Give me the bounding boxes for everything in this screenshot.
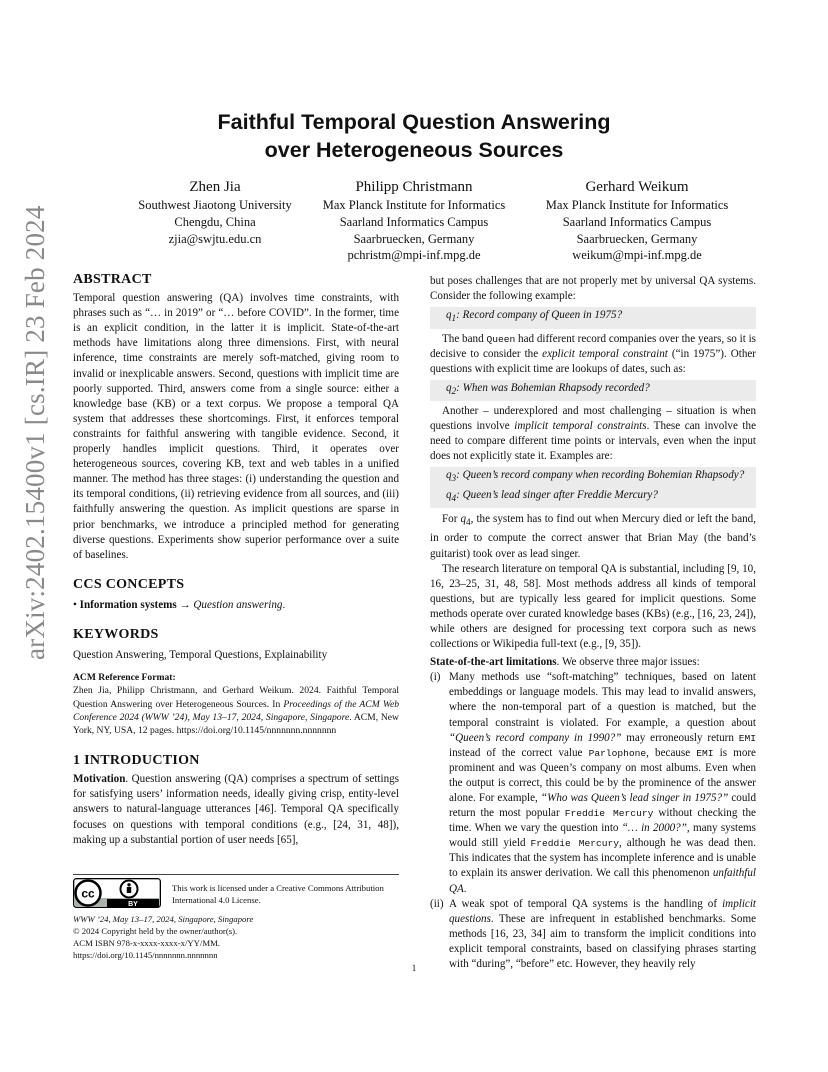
question-q2: $q_2$: When was Bohemian Rhapsody recorded? <box>430 380 756 401</box>
copyright-line: © 2024 Copyright held by the owner/author(s). <box>73 926 238 936</box>
limitation-item-i: (i) Many methods use “soft-matching” techniques, based on latent embeddings or language models. This may lead to invalid answers, where the non-temporal part of a question is matched, but the temporal constraint is violated. For example, a question about “Queen’s record company in 1990?” may erroneously return EMI instead of the correct value Parlophone, because EMI is more prominent and was Queen’s company on most albums. Even when the output is correct, this could be by the prominence of the answer alone. For example, “Who was Queen’s lead singer in 1975?” could return the most popular Freddie Mercury without checking the time. When we vary the question into “… in 2000?”, many systems would still yield Freddie Mercury, although he was dead then. This indicates that the system has incomplete inference and is unable to explain its answer derivation. We call this phenomenon unfaithful QA. <box>430 671 757 895</box>
author-affiliation: Southwest Jiaotong University <box>138 198 292 212</box>
creative-commons-by-icon <box>73 878 161 908</box>
title-line-1: Faithful Temporal Question Answering <box>217 110 611 134</box>
author-location: Chengdu, China <box>174 214 256 229</box>
acm-reference-body: Zhen Jia, Philipp Christmann, and Gerhard Weikum. 2024. Faithful Temporal Question Answering over Heterogeneous Sources. In Proceedings of the ACM Web Conference 2024 (WWW ’24), May 13–17, 2024, Singapore, Singapore. ACM, New York, NY, USA, 12 pages. https://doi.org/10.1145/nnnnnnn.nnnnnnn <box>73 685 399 736</box>
author-name: Philipp Christmann <box>355 179 473 195</box>
ccs-subcategory: Question answering <box>193 598 283 611</box>
question-q3-q4 <box>430 467 756 508</box>
arxiv-identifier: arXiv:2402.15400v1 [cs.IR] 23 Feb 2024 <box>20 205 50 660</box>
isbn-line: ACM ISBN 978-x-xxxx-xxxx-x/YY/MM. <box>73 938 220 948</box>
ccs-heading: CCS CONCEPTS <box>73 576 185 592</box>
author-email: zjia@swjtu.edu.cn <box>168 231 262 246</box>
license-notice: This work is licensed under a Creative Commons Attribution International 4.0 License. <box>172 883 384 905</box>
venue-line: WWW ’24, May 13–17, 2024, Singapore, Singapore <box>73 914 254 924</box>
q4-explanation-paragraph: For $q_4$, the system has to find out when Mercury died or left the band, in order to compute the correct answer that Brian May (the band’s guitarist) took over as lead singer. <box>430 513 756 560</box>
author-email: pchristm@mpi-inf.mpg.de <box>347 248 481 263</box>
ccs-bullet: • <box>73 598 80 611</box>
ccs-arrow: → <box>176 598 194 611</box>
acm-reference-heading: ACM Reference Format: <box>73 672 176 684</box>
author-block-3 <box>517 178 757 264</box>
left-column <box>73 272 399 848</box>
by-icon-label: BY <box>128 901 138 908</box>
paper-title <box>0 108 828 164</box>
author-location: Saarbruecken, Germany <box>576 231 698 246</box>
author-affiliation: Max Planck Institute for Informatics <box>545 198 729 212</box>
limitation-item-ii: (ii) A weak spot of temporal QA systems is the handling of implicit questions. These are infrequent in established benchmarks. Some methods [16, 23, 34] aim to transform the implicit conditions into explicit temporal constraints, based on classifying phrases starting with “during”, “before” etc. However, they heavily rely <box>430 897 756 971</box>
motivation-lead: Motivation <box>73 773 126 786</box>
keywords-heading: KEYWORDS <box>73 626 159 642</box>
author-campus: Saarland Informatics Campus <box>339 214 489 229</box>
intro-continuation: but poses challenges that are not properly met by universal QA systems. Consider the following example: <box>430 275 756 303</box>
author-affiliation: Max Planck Institute for Informatics <box>322 198 506 212</box>
keywords-body: Question Answering, Temporal Questions, Explainability <box>73 649 328 662</box>
author-block-2 <box>294 178 534 264</box>
question-q1: $q_1$: Record company of Queen in 1975? <box>430 307 756 328</box>
question-q3: $q_3$: Queen’s record company when recording Bohemian Rhapsody? <box>446 469 745 485</box>
related-work-paragraph: The research literature on temporal QA is substantial, including [9, 10, 16, 23–25, 31, 48, 58]. Most methods address all kinds of temporal questions, but are typically less geared for implicit questions. Some methods operate over curated knowledge bases (KBs) (e.g., [16, 23, 24]), while others are designed for processing text corpora such as news collections or Wikipedia full-text (e.g., [9, 35]). <box>430 562 756 651</box>
cc-icon-label: cc <box>81 886 95 901</box>
ccs-category: Information systems <box>79 598 177 611</box>
author-email: weikum@mpi-inf.mpg.de <box>572 248 702 263</box>
sota-lead: State-of-the-art limitations <box>430 656 557 669</box>
introduction-body: Motivation. Question answering (QA) comprises a spectrum of settings for satisfying users’ information needs, ideally giving crisp, entity-level answers to natural-language utterances [46]. Temporal QA specifically focuses on questions with temporal conditions (e.g., [24, 31, 48]), making up a substantial portion of user needs [65], <box>73 773 399 846</box>
author-campus: Saarland Informatics Campus <box>562 214 712 229</box>
right-column <box>430 274 756 972</box>
author-location: Saarbruecken, Germany <box>353 231 475 246</box>
queen-record-paragraph: The band Queen had different record companies over the years, so it is decisive to consider the explicit temporal constraint (“in 1975”). Other questions with explicit time are lookups of dates, such as: <box>430 332 756 375</box>
abstract-body: Temporal question answering (QA) involves time constraints, with phrases such as “… in 2019” or “… before COVID”. In the former, time is an explicit condition, in the latter it is implicit. State-of-the-art methods have limitations along three dimensions. First, with neural inference, time constraints are merely soft-matched, giving room to invalid or inexplicable answers. Second, questions with implicit time are poorly supported. Third, answers come from a single source: either a knowledge base (KB) or a text corpus. We propose a temporal QA system that addresses these shortcomings. First, it enforces temporal constraints for faithful answering with tangible evidence. Second, it properly handles implicit questions. Third, it operates over heterogeneous sources, covering KB, text and web tables in a unified manner. The method has three stages: (i) understanding the question and its temporal conditions, (ii) retrieving evidence from all sources, and (iii) faithfully answering the question. As implicit questions are sparse in prior benchmarks, we introduce a principled method for generating diverse questions. Experiments show superior performance over a suite of baselines. <box>73 292 399 561</box>
introduction-heading: 1 INTRODUCTION <box>73 753 200 769</box>
title-line-2: over Heterogeneous Sources <box>264 138 564 162</box>
entity-queen: Queen <box>486 333 516 345</box>
ccs-concepts: • Information systems → Question answering. <box>73 598 286 611</box>
footnote-block <box>73 913 393 961</box>
footnote-rule <box>73 874 399 875</box>
author-name: Gerhard Weikum <box>585 179 689 195</box>
implicit-paragraph: Another – underexplored and most challenging – situation is when questions involve implicit temporal constraints. These can involve the need to compare different time points or intervals, even when the input does not explicitly state it. Examples are: <box>430 405 756 463</box>
page-number: 1 <box>411 963 417 973</box>
doi-line: https://doi.org/10.1145/nnnnnnn.nnnnnnn <box>73 950 218 960</box>
abstract-heading: ABSTRACT <box>73 272 152 287</box>
question-q4: $q_4$: Queen’s lead singer after Freddie Mercury? <box>446 488 658 504</box>
sota-heading-line: State-of-the-art limitations. We observe three major issues: <box>430 656 700 669</box>
author-name: Zhen Jia <box>189 179 241 195</box>
